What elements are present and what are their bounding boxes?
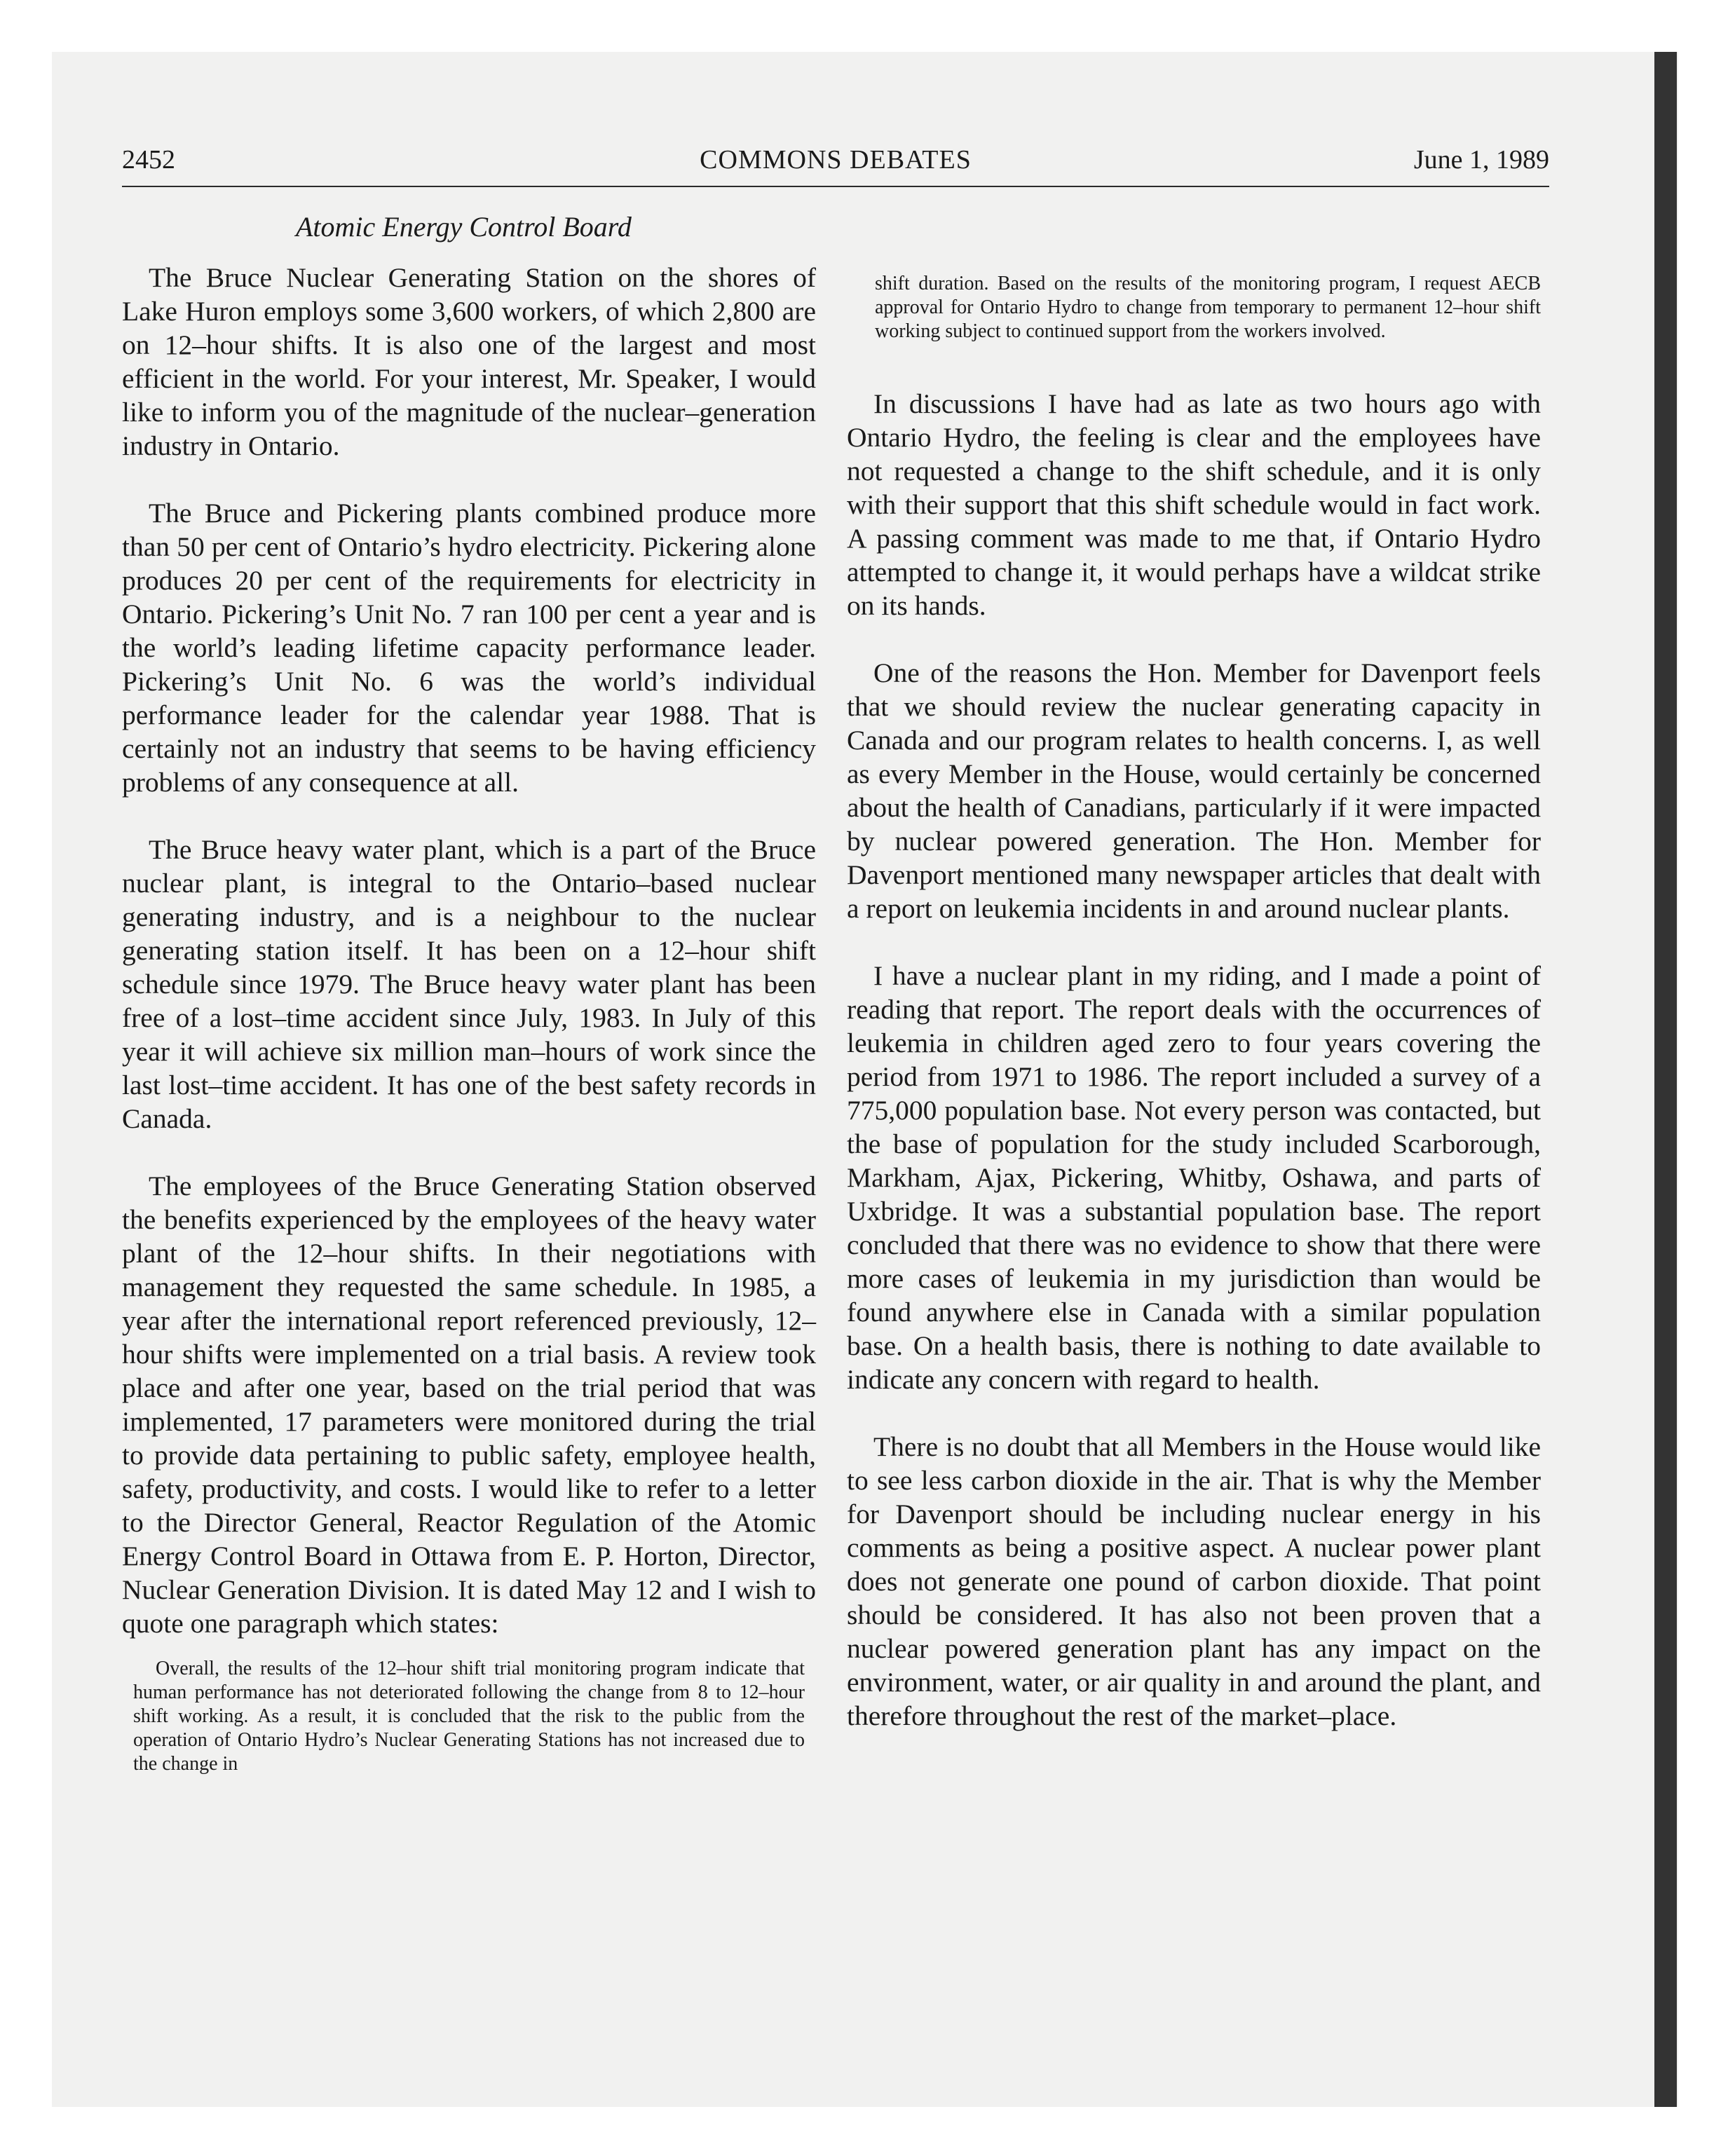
paragraph: There is no doubt that all Members in the House would like to see less carbon dioxide in the air. That is why the Member for Davenport should be including nuclear energy in his comments as being a positive aspect. A nuclear power plant does not generate one pound of carbon dioxide. That point should be considered. It has also not been proven that a nuclear powered generation plant has any impact on the environment, water, or air quality in and around the plant, and therefore throughout the rest of the market–place.: [847, 1431, 1541, 1731]
page-number: 2452: [122, 145, 175, 175]
paragraph: The Bruce and Pickering plants combined produce more than 50 per cent of Ontario’s hydro electricity. Pickering alone produces 20 per cent of the requirements for electricity in Ontario. Pickering’s Unit No. 7 ran 100 per cent a year and is the world’s leading lifetime capacity performance leader. Pickering’s Unit No. 6 was the world’s individual performance leader for the calendar year 1988. That is certainly not an industry that seems to be having efficiency problems of any consequence at all.: [122, 498, 816, 798]
paragraph: One of the reasons the Hon. Member for Davenport feels that we should review the nuclear generating capacity in Canada and our program relates to health concerns. I, as well as every Member in the House, would certainly be concerned about the health of Canadians, particularly if it were impacted by nuclear powered generation. The Hon. Member for Davenport mentioned many newspaper articles that dealt with a report on leukemia incidents in and around nuclear plants.: [847, 657, 1541, 924]
publication-title: COMMONS DEBATES: [700, 145, 972, 175]
paragraph: The employees of the Bruce Generating Station observed the benefits experienced by the employees of the heavy water plant of the 12–hour shifts. In their negotiations with management they requested the same schedule. In 1985, a year after the international report referenced previously, 12–hour shifts were implemented on a trial basis. A review took place and after one year, based on the trial period that was implemented, 17 parameters were monitored during the trial to provide data pertaining to public safety, employee health, safety, productivity, and costs. I would like to refer to a letter to the Director General, Reactor Regulation of the Atomic Energy Control Board in Ottawa from E. P. Horton, Director, Nuclear Generation Division. It is dated May 12 and I wish to quote one paragraph which states:: [122, 1171, 816, 1639]
publication-date: June 1, 1989: [1413, 145, 1549, 175]
paragraph: In discussions I have had as late as two hours ago with Ontario Hydro, the feeling is clear and the employees have not requested a change to the shift schedule, and it is only with their support that this shift schedule would in fact work. A passing comment was made to me that, if Ontario Hydro attempted to change it, it would perhaps have a wildcat strike on its hands.: [847, 388, 1541, 621]
block-quote: Overall, the results of the 12–hour shift trial monitoring program indicate that human performance has not deteriorated following the change from 8 to 12–hour shift working. As a result, it is concluded that the risk to the public from the operation of Ontario Hydro’s Nuclear Generating Stations has not increased due to the change in: [133, 1658, 805, 1775]
right-column: [847, 272, 1541, 1766]
paragraph: The Bruce heavy water plant, which is a part of the Bruce nuclear plant, is integral to the Ontario–based nuclear generating industry, and is a neighbour to the nuclear generating station itself. It has been on a 12–hour shift schedule since 1979. The Bruce heavy water plant has been free of a lost–time accident since July, 1983. In July of this year it will achieve six million man–hours of work since the last lost–time accident. It has one of the best safety records in Canada.: [122, 834, 816, 1134]
block-quote-continued: shift duration. Based on the results of the monitoring program, I request AECB approval for Ontario Hydro to change from temporary to permanent 12–hour shift working subject to continued support from the workers involved.: [875, 273, 1541, 342]
left-column: [122, 210, 816, 1820]
running-header: [122, 139, 1549, 181]
paragraph: I have a nuclear plant in my riding, and I made a point of reading that report. The report deals with the occurrences of leukemia in children aged zero to four years covering the period from 1971 to 1986. The report included a survey of a 775,000 population base. Not every person was contacted, but the base of population for the study included Scarborough, Markham, Ajax, Pickering, Whitby, Oshawa, and parts of Uxbridge. It was a substantial population base. The report concluded that there was no evidence to show that there were more cases of leukemia in my jurisdiction than would be found anywhere else in Canada with a similar population base. On a health basis, there is nothing to date available to indicate any concern with regard to health.: [847, 960, 1541, 1395]
scan-edge-bar: [1654, 52, 1677, 2107]
section-title: Atomic Energy Control Board: [296, 211, 632, 243]
header-rule: [122, 186, 1549, 187]
paragraph: The Bruce Nuclear Generating Station on the shores of Lake Huron employs some 3,600 workers, of which 2,800 are on 12–hour shifts. It is also one of the largest and most efficient in the world. For your interest, Mr. Speaker, I would like to inform you of the magnitude of the nuclear–generation industry in Ontario.: [122, 262, 816, 461]
